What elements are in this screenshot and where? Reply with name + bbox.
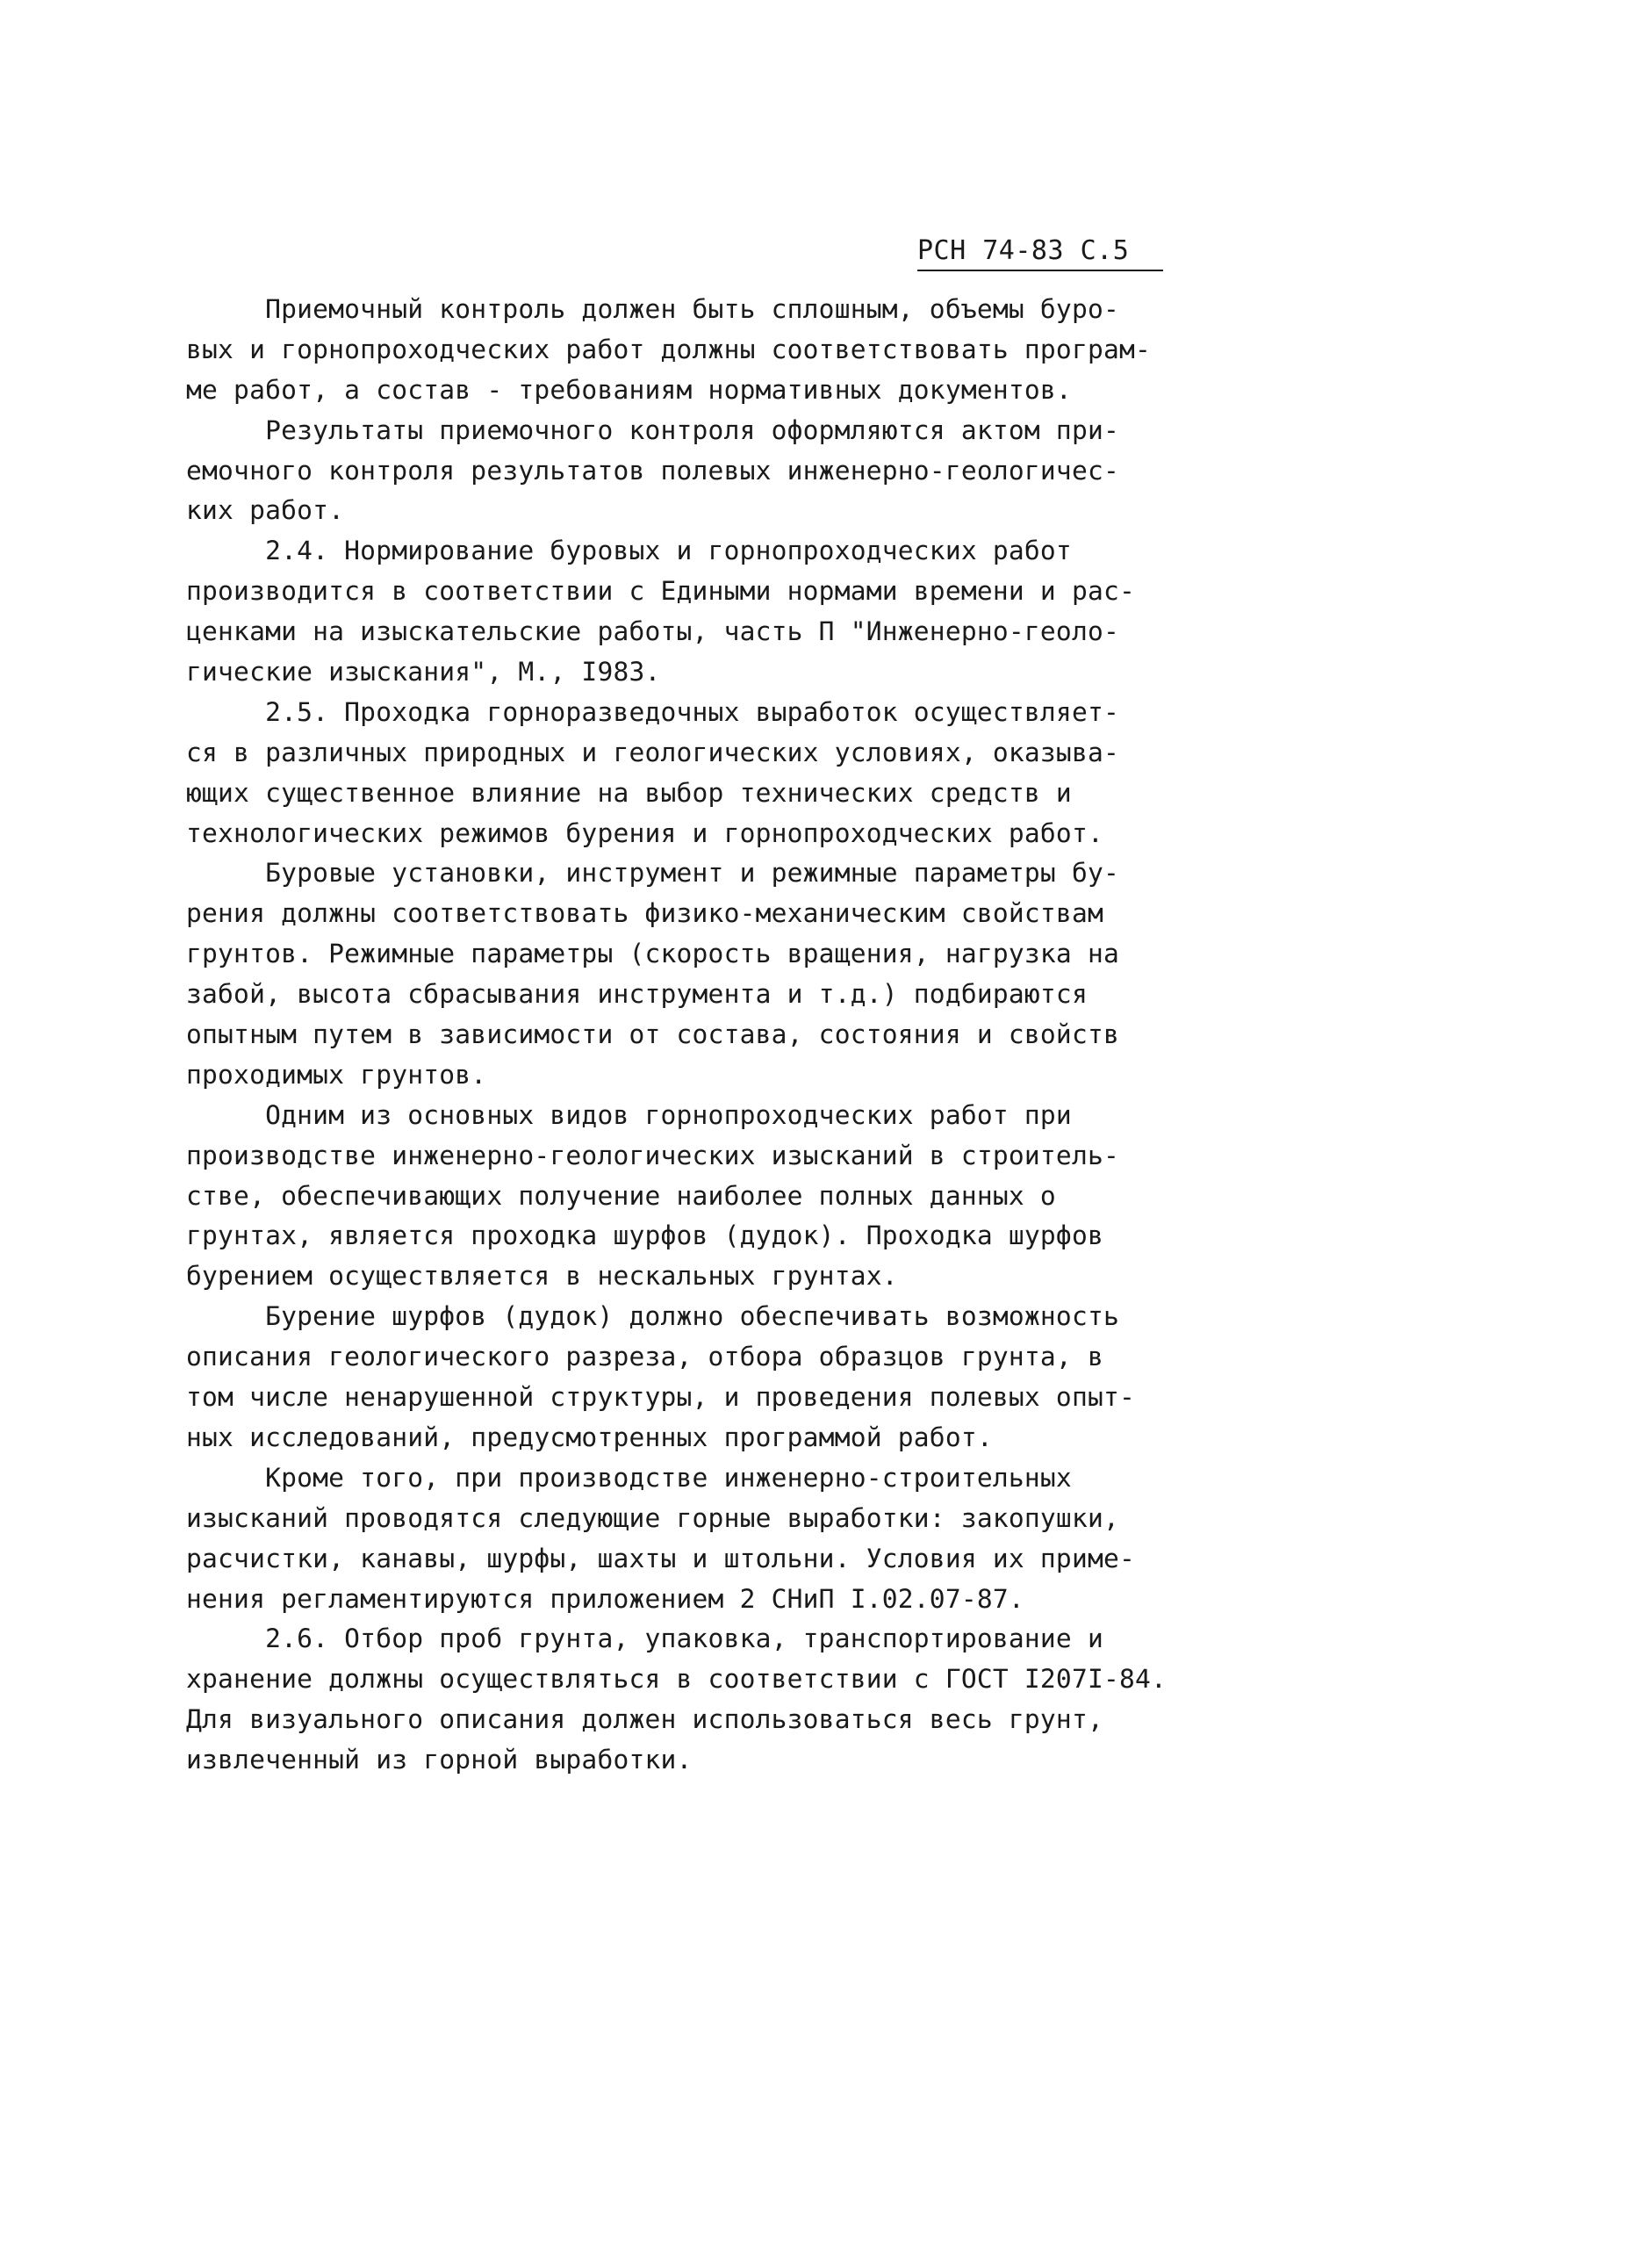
text-line: ценками на изыскательские работы, часть П "Инженерно-геоло- (186, 616, 1119, 647)
text-line: Буровые установки, инструмент и режимные параметры бу- (186, 858, 1119, 889)
text-line: 2.4. Нормирование буровых и горнопроходческих работ (186, 536, 1072, 566)
text-line: 2.5. Проходка горноразведочных выработок осуществляет- (186, 696, 1119, 727)
text-line: ких работ. (186, 495, 345, 526)
text-line: грунтов. Режимные параметры (скорость вращения, нагрузка на (186, 939, 1119, 969)
text-line: извлеченный из горной выработки. (186, 1745, 693, 1775)
text-line: 2.6. Отбор проб грунта, упаковка, транспортирование и (186, 1624, 1103, 1654)
text-line: вых и горнопроходческих работ должны соответствовать програм- (186, 334, 1152, 364)
text-line: производстве инженерно-геологических изысканий в строитель- (186, 1140, 1119, 1170)
text-line: Кроме того, при производстве инженерно-строительных (186, 1462, 1072, 1493)
text-line: Для визуального описания должен использоваться весь грунт, (186, 1704, 1103, 1735)
text-line: проходимых грунтов. (186, 1059, 487, 1090)
text-line: технологических режимов бурения и горнопроходческих работ. (186, 817, 1103, 848)
text-line: том числе ненарушенной структуры, и проведения полевых опыт- (186, 1382, 1136, 1413)
text-line: забой, высота сбрасывания инструмента и т.д.) подбираются (186, 979, 1088, 1010)
document-body (186, 290, 1213, 1781)
text-line: ме работ, а состав - требованиям нормативных документов. (186, 374, 1072, 405)
text-line: Результаты приемочного контроля оформляются актом при- (186, 414, 1119, 445)
text-line: Приемочный контроль должен быть сплошным, объемы буро- (186, 294, 1119, 324)
text-line: хранение должны осуществляться в соответствии с ГОСТ I207I-84. (186, 1664, 1168, 1695)
text-line: Бурение шурфов (дудок) должно обеспечивать возможность (186, 1301, 1119, 1332)
text-line: рения должны соответствовать физико-механическим свойствам (186, 898, 1103, 929)
text-line: ных исследований, предусмотренных программой работ. (186, 1422, 993, 1452)
text-line: ющих существенное влияние на выбор технических средств и (186, 777, 1072, 808)
text-line: бурением осуществляется в нескальных грунтах. (186, 1261, 898, 1292)
text-line: изысканий проводятся следующие горные выработки: закопушки, (186, 1502, 1119, 1533)
text-line: ся в различных природных и геологических условиях, оказыва- (186, 737, 1119, 767)
text-line: гические изыскания", М., I983. (186, 657, 661, 688)
text-line: описания геологического разреза, отбора образцов грунта, в (186, 1342, 1103, 1372)
page-header-code: РСН 74-83 С.5 (917, 235, 1163, 271)
text-line: стве, обеспечивающих получение наиболее полных данных о (186, 1180, 1056, 1211)
text-line: грунтах, является проходка шурфов (дудок). Проходка шурфов (186, 1220, 1103, 1251)
text-line: нения регламентируются приложением 2 СНиП I.02.07-87. (186, 1583, 1024, 1614)
text-line: производится в соответствии с Едиными нормами времени и рас- (186, 576, 1136, 607)
text-line: расчистки, канавы, шурфы, шахты и штольни. Условия их приме- (186, 1543, 1136, 1573)
text-line: емочного контроля результатов полевых инженерно-геологичес- (186, 455, 1119, 486)
text-line: опытным путем в зависимости от состава, состояния и свойств (186, 1019, 1119, 1050)
text-line: Одним из основных видов горнопроходческих работ при (186, 1099, 1072, 1130)
